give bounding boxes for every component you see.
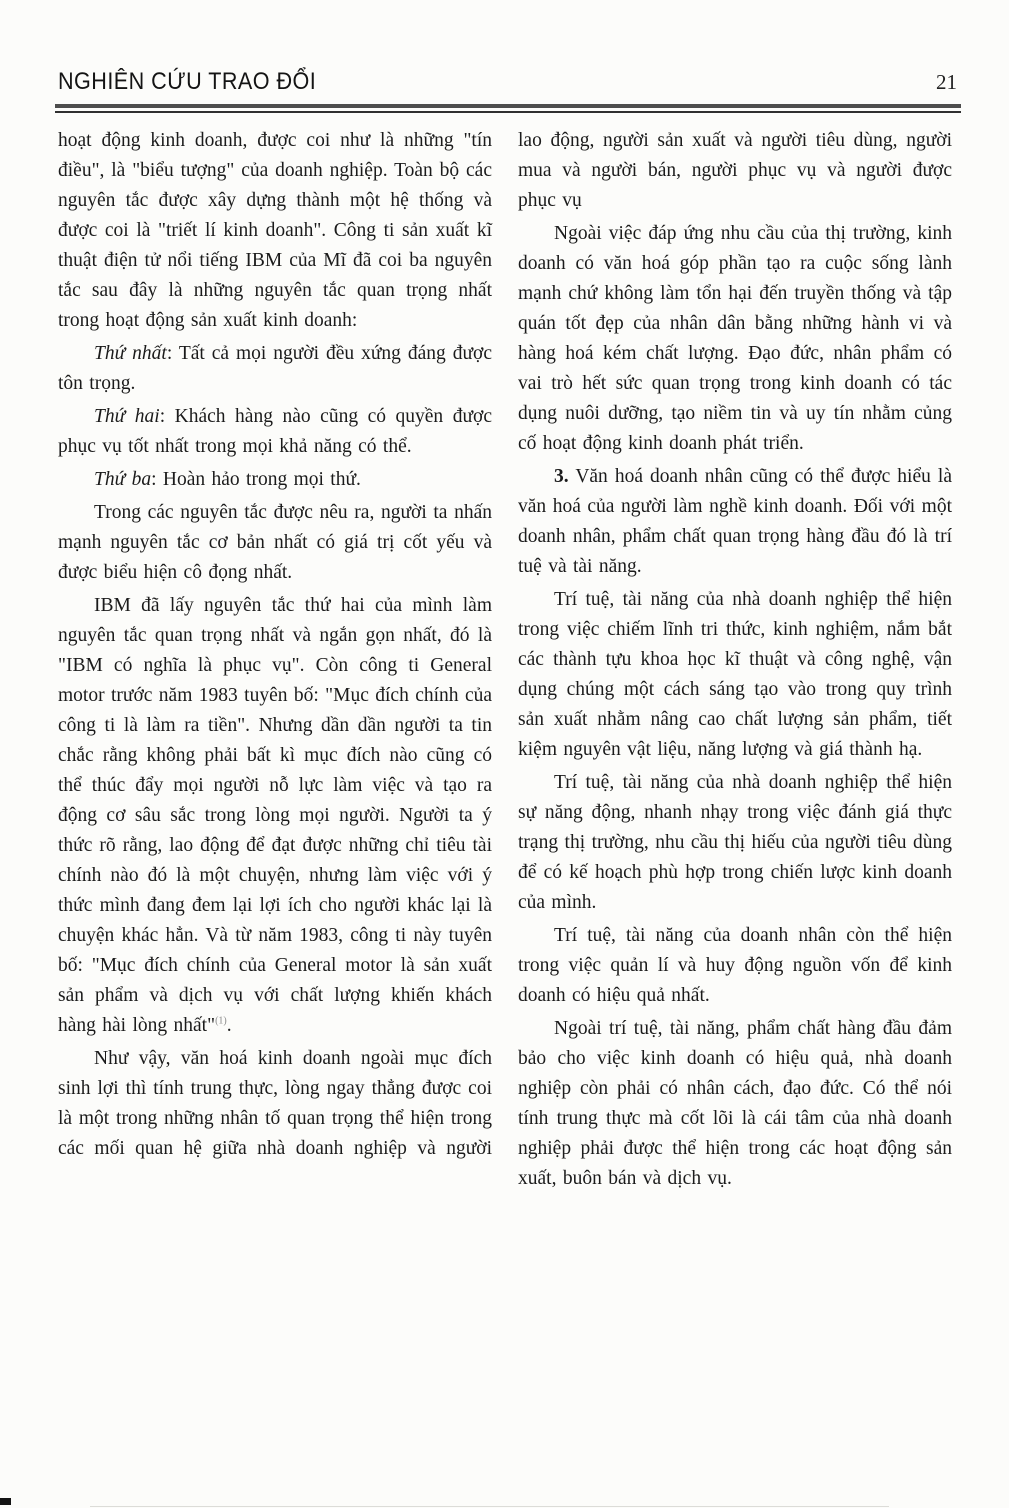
paragraph: Ngoài trí tuệ, tài năng, phẩm chất hàng đầu đảm bảo cho việc kinh doanh có hiệu quả, nhà doanh nghiệp còn phải có nhân cách, đạo đức. Có thể nói tính trung thực mà cốt lõi là cái tâm của nhà doanh nghiệp phải được thể hiện trong các hoạt động sản xuất, buôn bán và dịch vụ. [518, 1018, 952, 1189]
paragraph: Trí tuệ, tài năng của nhà doanh nghiệp thể hiện sự năng động, nhanh nhạy trong việc đánh giá thực trạng thị trường, nhu cầu thị hiếu của người tiêu dùng để có kế hoạch phù hợp trong chiến lược kinh doanh của mình. [518, 772, 952, 913]
right-column [518, 126, 952, 1197]
paragraph: Thứ nhất: Tất cả mọi người đều xứng đáng được tôn trọng. [58, 343, 492, 394]
paragraph: IBM đã lấy nguyên tắc thứ hai của mình làm nguyên tắc quan trọng nhất và ngắn gọn nhất, đó là "IBM có nghĩa là phục vụ". Còn công ti General motor trước năm 1983 tuyên bố: "Mục đích chính của công ti là làm ra tiền". Nhưng dần dần người ta tin chắc rằng không phải bất kì mục đích nào cũng có thể thúc đẩy mọi người nỗ lực làm việc và tạo ra động cơ sâu sắc trong lòng mọi người. Người ta ý thức rõ rằng, lao động để đạt được những chỉ tiêu tài chính nào đó là một chuyện, nhưng làm việc với ý thức mình đang đem lại lợi ích cho người khác lại là chuyện khác hẳn. Và từ năm 1983, công ti này tuyên bố: "Mục đích chính của General motor là sản xuất sản phẩm và dịch vụ với chất lượng khiến khách hàng hài lòng nhất"$^{(1)}$. [58, 595, 492, 1036]
header-divider-thin-line [55, 111, 961, 113]
paragraph: Trí tuệ, tài năng của nhà doanh nghiệp thể hiện trong việc chiếm lĩnh tri thức, kinh nghiệm, nắm bắt các thành tựu khoa học kĩ thuật và công nghệ, vận dụng chúng một cách sáng tạo vào trong quy trình sản xuất nhằm nâng cao chất lượng sản phẩm, tiết kiệm nguyên vật liệu, năng lượng và giá thành hạ. [518, 589, 952, 760]
page-number: 21 [936, 70, 957, 94]
paragraph-lead: Thứ nhất [94, 343, 167, 364]
paragraph: Trong các nguyên tắc được nêu ra, người ta nhấn mạnh nguyên tắc cơ bản nhất có giá trị cốt yếu và được biểu hiện cô đọng nhất. [58, 502, 492, 583]
header-divider [55, 104, 961, 113]
paragraph: 3. Văn hoá doanh nhân cũng có thể được hiểu là văn hoá của người làm nghề kinh doanh. Đối với một doanh nhân, phẩm chất quan trọng hàng đầu đó là trí tuệ và tài năng. [518, 466, 952, 577]
footnote-marker: (1) [215, 1015, 227, 1027]
page-header [58, 68, 957, 96]
paragraph: Thứ ba: Hoàn hảo trong mọi thứ. [94, 469, 361, 490]
paragraph: Trí tuệ, tài năng của doanh nhân còn thể hiện trong việc quản lí và huy động nguồn vốn để kinh doanh có hiệu quả nhất. [518, 925, 952, 1006]
section-title: NGHIÊN CỨU TRAO ĐỔI [58, 68, 317, 95]
header-divider-thick-line [55, 104, 961, 108]
paragraph: Ngoài việc đáp ứng nhu cầu của thị trường, kinh doanh có văn hoá góp phần tạo ra cuộc sống lành mạnh chứ không làm tổn hại đến truyền thống và tập quán tốt đẹp của nhân dân bằng những hành vi và hàng hoá kém chất lượng. Đạo đức, nhân phẩm có vai trò hết sức quan trọng trong kinh doanh có tác dụng nuôi dưỡng, tạo niềm tin và uy tín nhằm củng cố hoạt động kinh doanh phát triển. [518, 223, 952, 454]
scan-edge-line [90, 1506, 889, 1507]
left-column [58, 126, 492, 1197]
two-column-body [58, 126, 952, 1197]
paragraph-lead: 3. [554, 466, 569, 487]
paragraph: hoạt động kinh doanh, được coi như là những "tín điều", là "biểu tượng" của doanh nghiệp. Toàn bộ các nguyên tắc được xây dựng thành một hệ thống và được coi là "triết lí kinh doanh". Công ti sản xuất kĩ thuật điện tử nổi tiếng IBM của Mĩ đã coi ba nguyên tắc sau đây là những nguyên tắc quan trọng nhất trong hoạt động sản xuất kinh doanh: [58, 130, 492, 331]
paragraph: Như vậy, văn hoá kinh doanh ngoài mục đích sinh lợi thì tính trung thực, lòng ngay thẳng được coi là một trong những nhân tố quan trọng thể hiện trong các mối quan hệ giữa nhà doanh nghiệp và người [58, 1048, 492, 1159]
paragraph-lead: Thứ ba [94, 469, 152, 490]
paragraph-lead: Thứ hai [94, 406, 160, 427]
paragraph: Thứ hai: Khách hàng nào cũng có quyền được phục vụ tốt nhất trong mọi khả năng có thể. [58, 406, 492, 457]
scan-corner-artifact [0, 1498, 11, 1505]
paragraph: lao động, người sản xuất và người tiêu dùng, người mua và người bán, người phục vụ và người được phục vụ [518, 130, 952, 211]
